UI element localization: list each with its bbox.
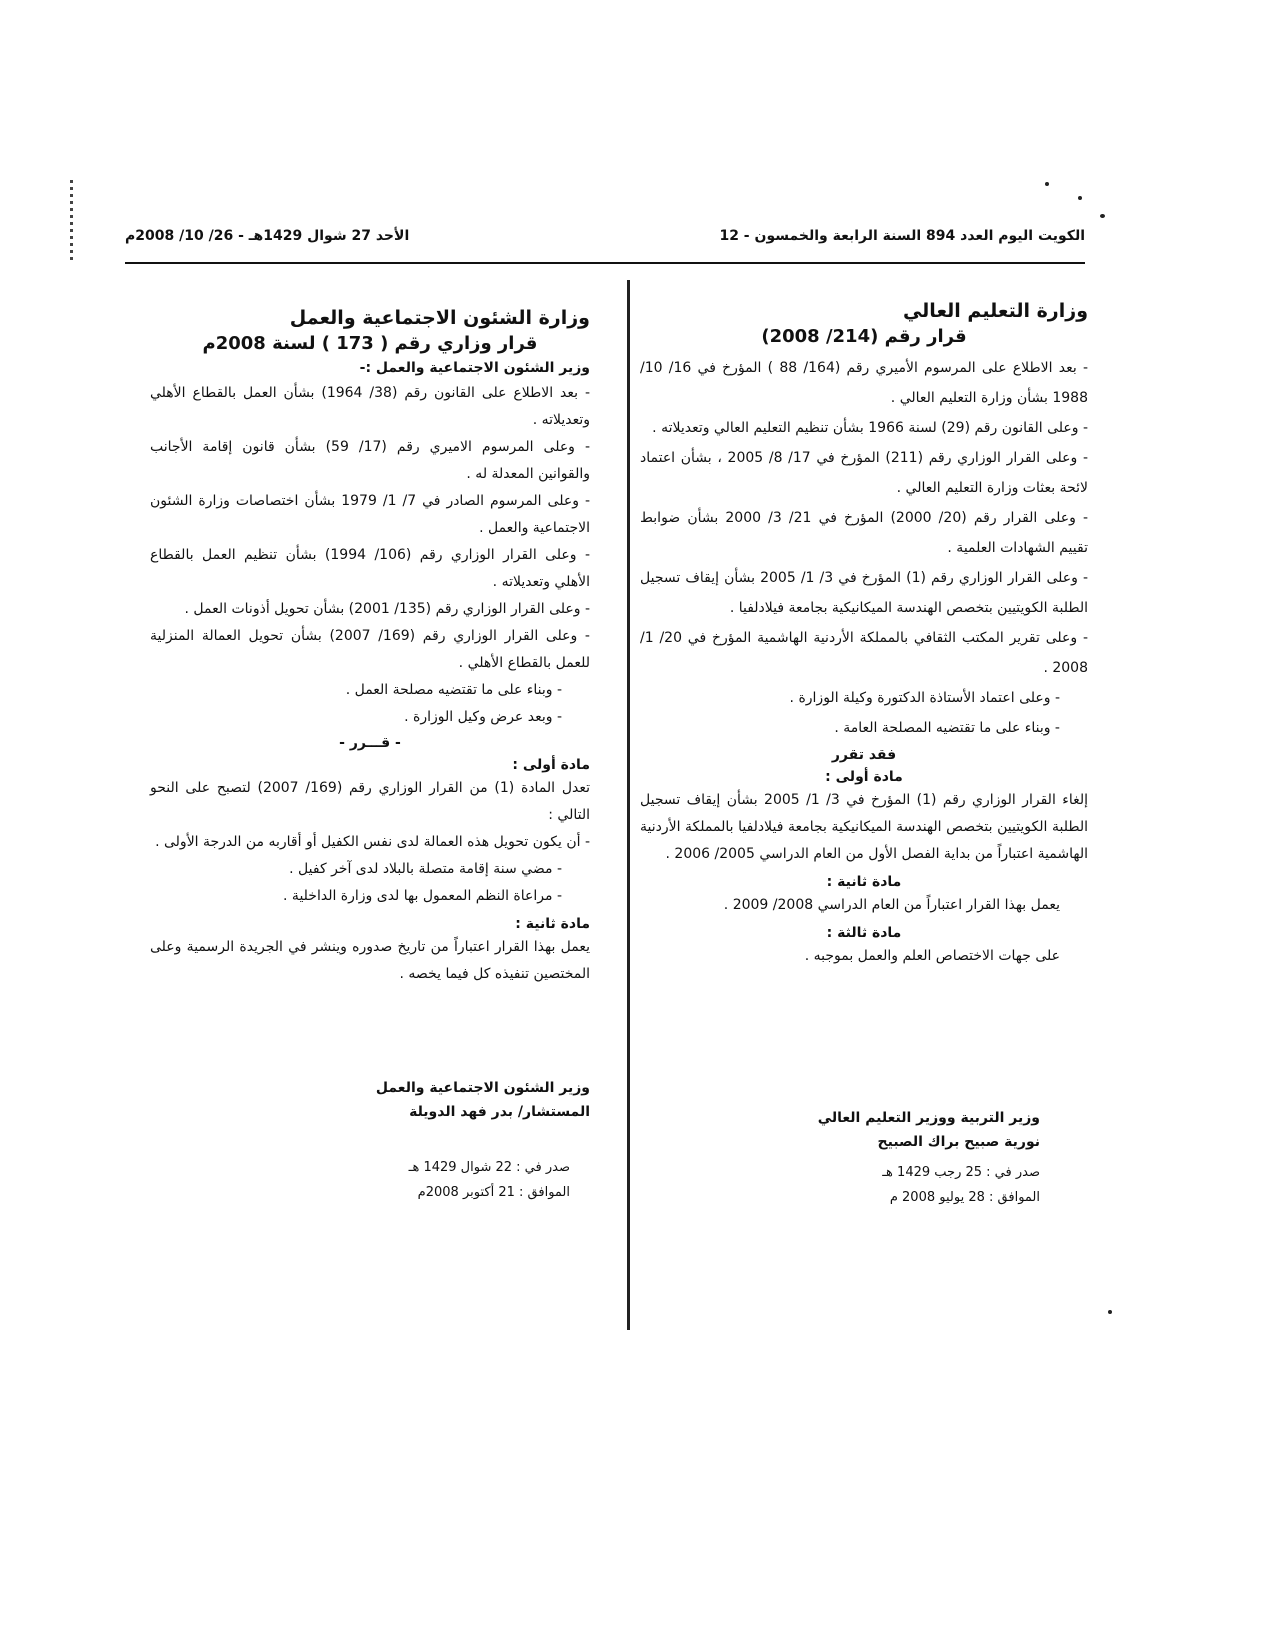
preamble-paragraph: - وعلى القرار الوزاري رقم (106/ 1994) بشأن تنظيم العمل بالقطاع الأهلي وتعديلاته . bbox=[150, 547, 590, 590]
preamble-paragraph: - وعلى القرار الوزاري رقم (135/ 2001) بشأن تحويل أذونات العمل . bbox=[184, 601, 590, 617]
preamble-paragraph: - بعد الاطلاع على المرسوم الأميري رقم (164/ 88 ) المؤرخ في 16/ 10/ 1988 بشأن وزارة التعليم العالي . bbox=[640, 360, 1089, 406]
corresponding-date: الموافق : 28 يوليو 2008 م bbox=[889, 1190, 1040, 1205]
preamble-paragraph: - وعلى القرار الوزاري رقم (169/ 2007) بشأن تحويل العمالة المنزلية للعمل بالقطاع الأهلي . bbox=[150, 628, 590, 671]
article-1-item: - مضي سنة إقامة متصلة بالبلاد لدى آخر كفيل . bbox=[289, 861, 562, 877]
column-divider bbox=[627, 280, 630, 1330]
right-signature bbox=[700, 1110, 1040, 1158]
article-2-text: يعمل بهذا القرار اعتباراً من العام الدراسي 2008/ 2009 . bbox=[723, 897, 1060, 913]
issued-date: صدر في : 25 رجب 1429 هـ bbox=[882, 1165, 1040, 1180]
preamble-paragraph: - وعلى القرار الوزاري رقم (211) المؤرخ في 17/ 8/ 2005 ، بشأن اعتماد لائحة بعثات وزارة التعليم العالي . bbox=[640, 450, 1088, 496]
scan-speck bbox=[1100, 214, 1105, 218]
minister-line: وزير الشئون الاجتماعية والعمل :- bbox=[359, 360, 590, 376]
header-issue-info: الكويت اليوم العدد 894 السنة الرابعة والخمسون - 12 bbox=[719, 228, 1085, 244]
ministry-title: وزارة الشئون الاجتماعية والعمل bbox=[289, 307, 590, 329]
decided-heading: - قـــرر - bbox=[339, 735, 401, 751]
corresponding-date: الموافق : 21 أكتوبر 2008م bbox=[417, 1185, 570, 1200]
article-1-text: إلغاء القرار الوزاري رقم (1) المؤرخ في 3/ 1/ 2005 بشأن إيقاف تسجيل الطلبة الكويتيين بتخصص الهندسة الميكانيكية بجامعة فيلادلفيا بالمملكة الأردنية الهاشمية اعتباراً من بداية الفصل الأول من العام الدراسي 2005/ 2006 . bbox=[640, 792, 1088, 862]
decision-title: قرار وزاري رقم ( 173 ) لسنة 2008م bbox=[202, 333, 538, 354]
article-1-item: - مراعاة النظم المعمول بها لدى وزارة الداخلية . bbox=[283, 888, 562, 904]
header-rule bbox=[125, 262, 1085, 264]
preamble-paragraph: - وبناء على ما تقتضيه المصلحة العامة . bbox=[834, 720, 1060, 736]
preamble bbox=[150, 380, 590, 731]
scan-margin-mark bbox=[70, 180, 73, 260]
decision-title: قرار رقم (214/ 2008) bbox=[761, 326, 967, 347]
signature-title: وزير التربية ووزير التعليم العالي bbox=[817, 1110, 1040, 1126]
article-1-title: مادة أولى : bbox=[825, 769, 903, 785]
article-1-item: - أن يكون تحويل هذه العمالة لدى نفس الكفيل أو أقاربه من الدرجة الأولى . bbox=[155, 834, 590, 850]
article-2-title: مادة ثانية : bbox=[515, 916, 590, 932]
article-3-title: مادة ثالثة : bbox=[826, 925, 902, 941]
scan-speck bbox=[1045, 182, 1049, 186]
page-header bbox=[125, 228, 1085, 258]
left-issue-dates bbox=[400, 1160, 570, 1210]
article-1-text: تعدل المادة (1) من القرار الوزاري رقم (169/ 2007) لتصبح على النحو التالي : bbox=[150, 780, 591, 823]
preamble-paragraph: - وعلى المرسوم الصادر في 7/ 1/ 1979 بشأن اختصاصات وزارة الشئون الاجتماعية والعمل . bbox=[150, 493, 590, 536]
preamble-paragraph: - وعلى القانون رقم (29) لسنة 1966 بشأن تنظيم التعليم العالي وتعديلاته . bbox=[652, 420, 1088, 436]
article-1-title: مادة أولى : bbox=[512, 757, 590, 773]
preamble-paragraph: - وبعد عرض وكيل الوزارة . bbox=[404, 709, 562, 725]
preamble bbox=[640, 353, 1088, 743]
article-2-text: يعمل بهذا القرار اعتباراً من تاريخ صدوره وينشر في الجريدة الرسمية وعلى المختصين تنفيذه كل فيما يخصه . bbox=[150, 939, 590, 982]
preamble-paragraph: - وعلى المرسوم الاميري رقم (17/ 59) بشأن قانون إقامة الأجانب والقوانين المعدلة له . bbox=[150, 439, 590, 482]
article-2-title: مادة ثانية : bbox=[826, 874, 902, 890]
left-column bbox=[150, 307, 590, 988]
preamble-paragraph: - وعلى تقرير المكتب الثقافي بالمملكة الأردنية الهاشمية المؤرخ في 20/ 1/ 2008 . bbox=[640, 630, 1088, 676]
right-issue-dates bbox=[820, 1165, 1040, 1215]
left-signature bbox=[170, 1080, 590, 1128]
right-column bbox=[640, 300, 1088, 970]
preamble-paragraph: - وعلى القرار الوزاري رقم (1) المؤرخ في 3/ 1/ 2005 بشأن إيقاف تسجيل الطلبة الكويتيين بتخصص الهندسة الميكانيكية بجامعة فيلادلفيا . bbox=[640, 570, 1089, 616]
decided-heading: فقد تقرر bbox=[831, 747, 897, 763]
article-3-text: على جهات الاختصاص العلم والعمل بموجبه . bbox=[804, 948, 1060, 964]
preamble-paragraph: - وعلى اعتماد الأستاذة الدكتورة وكيلة الوزارة . bbox=[789, 690, 1060, 706]
preamble-paragraph: - بعد الاطلاع على القانون رقم (38/ 1964) بشأن العمل بالقطاع الأهلي وتعديلاته . bbox=[150, 385, 590, 428]
preamble-paragraph: - وبناء على ما تقتضيه مصلحة العمل . bbox=[345, 682, 562, 698]
signature-name: المستشار/ بدر فهد الدويلة bbox=[409, 1104, 590, 1120]
signature-title: وزير الشئون الاجتماعية والعمل bbox=[375, 1080, 590, 1096]
scan-speck bbox=[1078, 196, 1082, 200]
signature-name: نورية صبيح براك الصبيح bbox=[877, 1134, 1040, 1150]
scan-speck bbox=[1108, 1310, 1112, 1314]
preamble-paragraph: - وعلى القرار رقم (20/ 2000) المؤرخ في 21/ 3/ 2000 بشأن ضوابط تقييم الشهادات العلمية . bbox=[640, 510, 1089, 556]
header-date: الأحد 27 شوال 1429هـ - 26/ 10/ 2008م bbox=[125, 228, 410, 244]
issued-date: صدر في : 22 شوال 1429 هـ bbox=[408, 1160, 570, 1175]
ministry-title: وزارة التعليم العالي bbox=[902, 300, 1088, 322]
